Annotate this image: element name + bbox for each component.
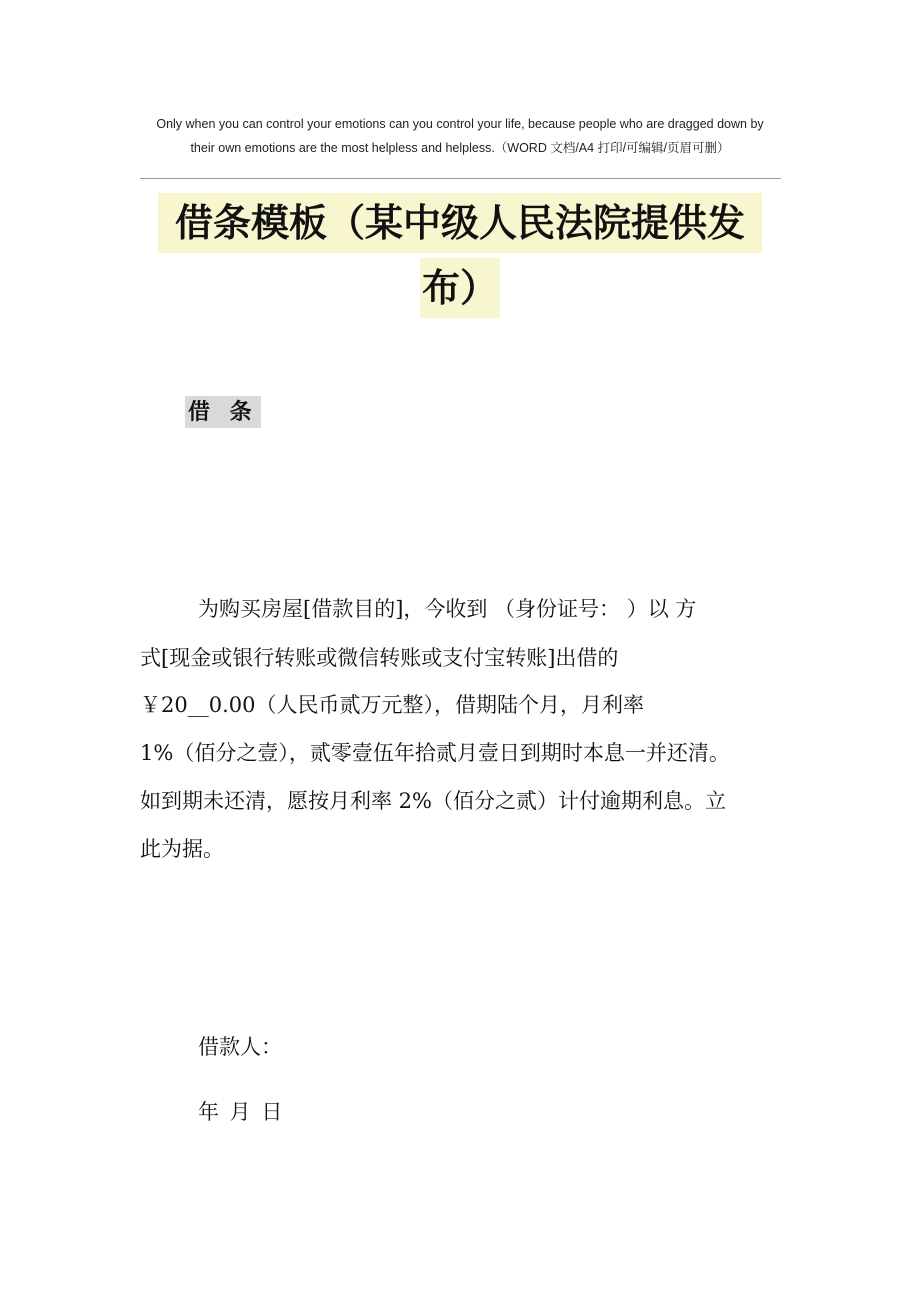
date-label: 年 月 日 — [198, 1100, 285, 1124]
body-text-line: 为购买房屋[借款目的]，今收到 （身份证号： ）以 方 — [198, 597, 697, 621]
header-divider — [140, 178, 781, 179]
document-title-line-1: 借条模板（某中级人民法院提供发 — [158, 193, 762, 253]
body-text-line: 式[现金或银行转账或微信转账或支付宝转账]出借的 — [140, 646, 619, 670]
body-text-line: ￥20__0.00（人民币贰万元整），借期陆个月，月利率 — [140, 693, 644, 717]
page-header-line-1: Only when you can control your emotions can you control your life, because people who are dragged down by — [156, 117, 764, 131]
document-title-line-2: 布） — [420, 258, 500, 318]
body-text-line: 此为据。 — [140, 837, 224, 861]
body-text-line: 如到期未还清，愿按月利率 2%（佰分之贰）计付逾期利息。立 — [140, 789, 726, 813]
body-text-line: 1%（佰分之壹），贰零壹伍年拾贰月壹日到期时本息一并还清。 — [140, 741, 730, 765]
borrower-signature-label: 借款人： — [198, 1035, 282, 1059]
section-heading: 借 条 — [185, 396, 261, 428]
page-header-line-2: their own emotions are the most helpless and helpless.（WORD 文档/A4 打印/可编辑/页眉可删） — [190, 141, 730, 155]
